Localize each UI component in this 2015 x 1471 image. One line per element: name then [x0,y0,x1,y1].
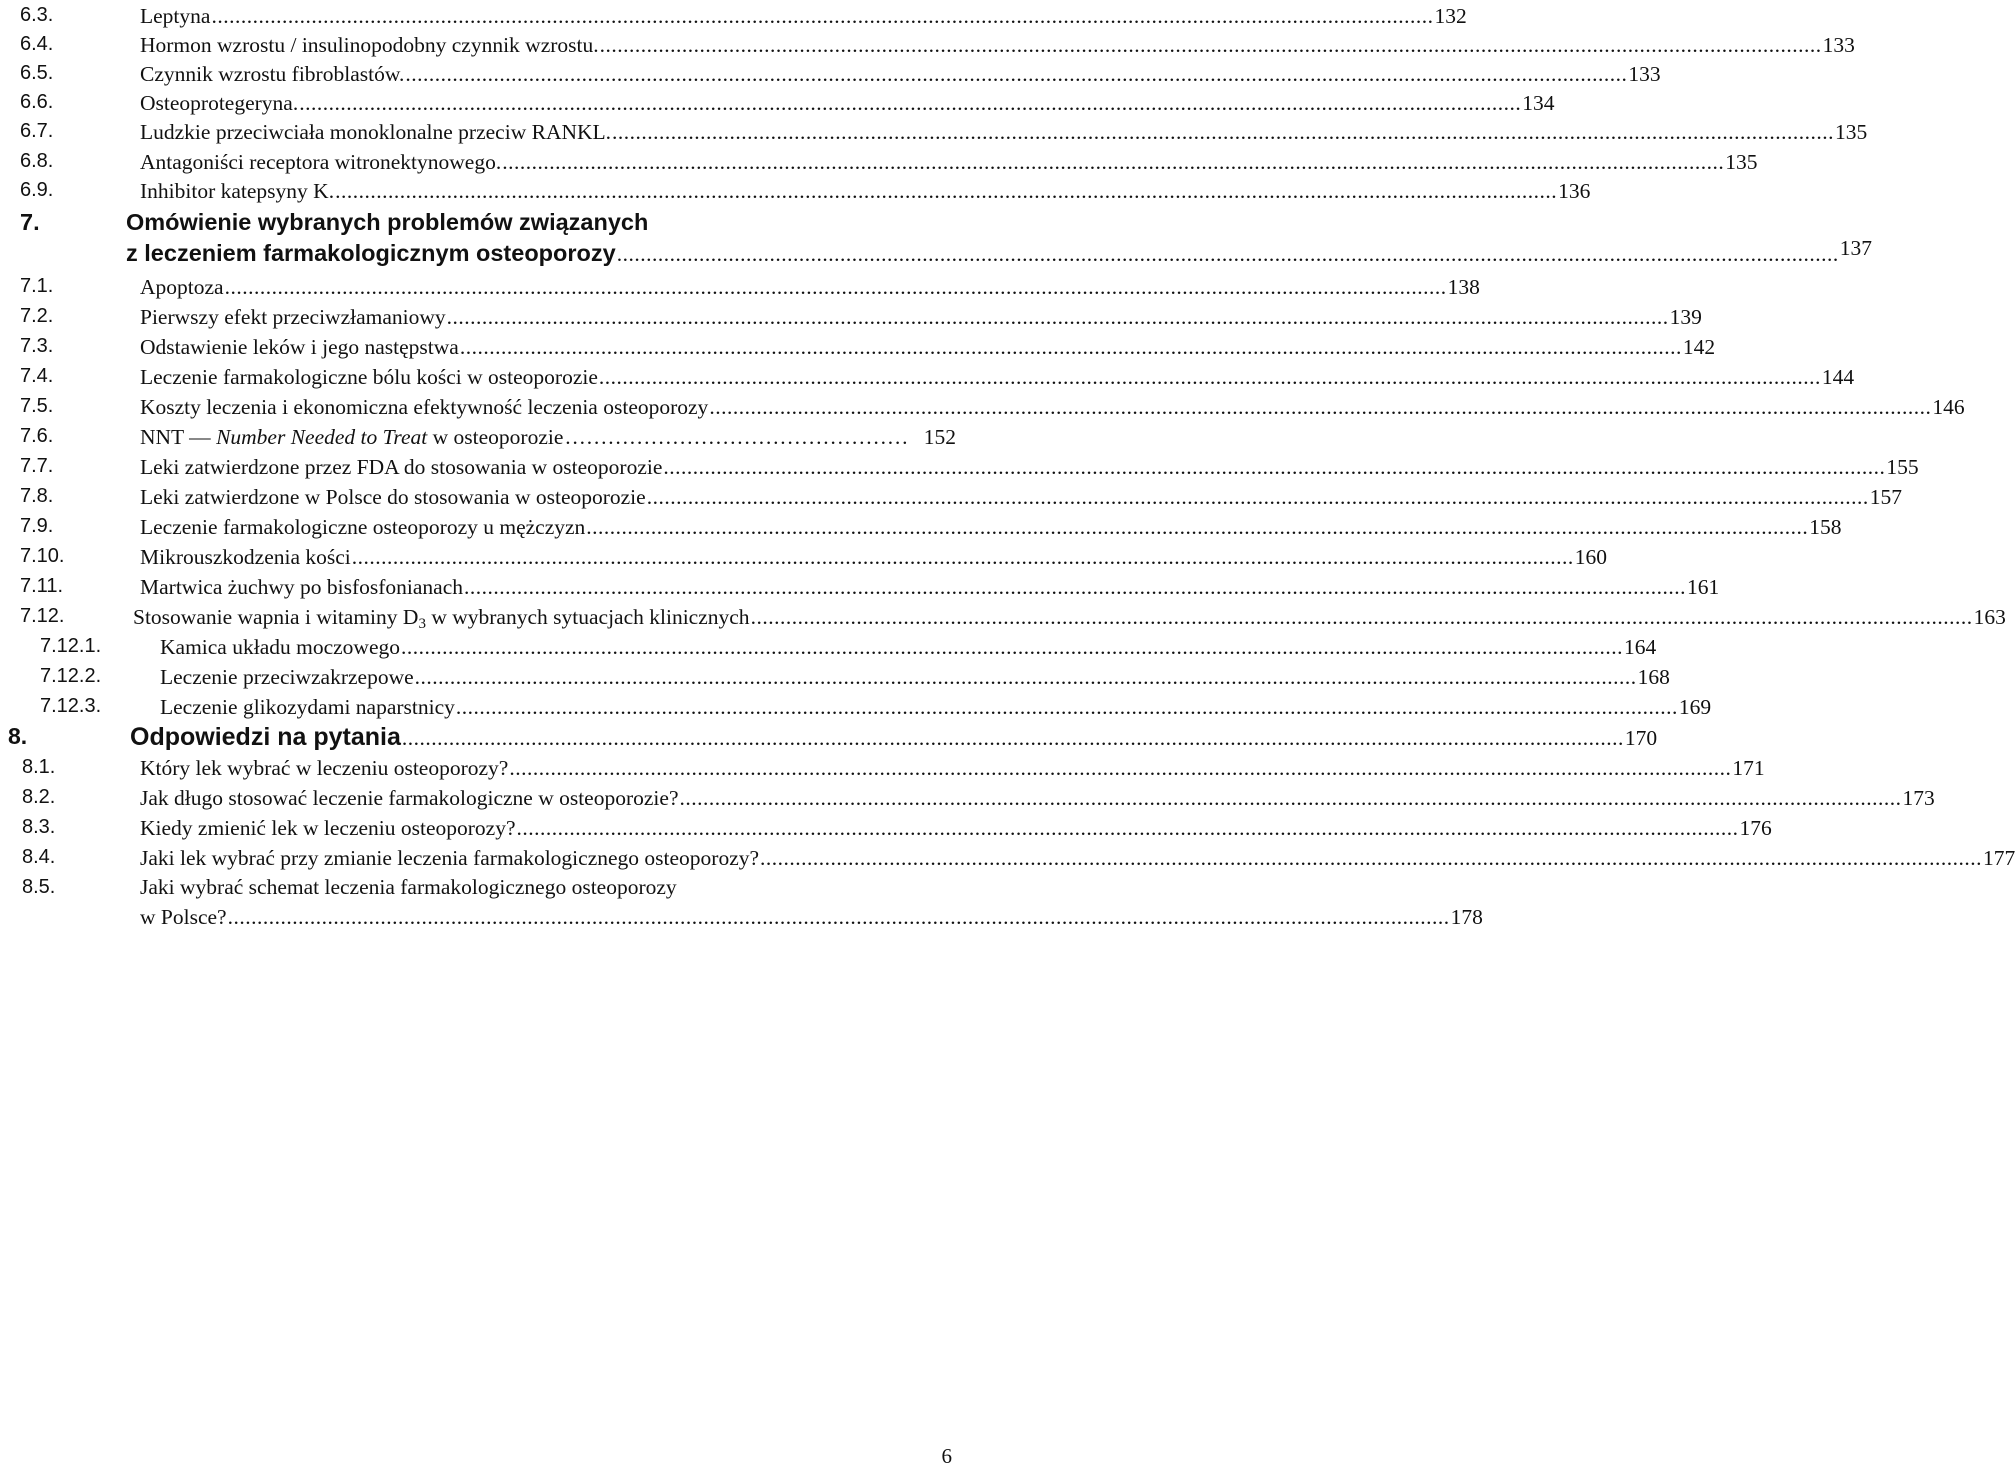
entry-page: 173 [1902,786,1935,810]
entry-number: 7. [20,209,40,235]
entry-number: 7.5. [20,395,54,417]
entry-number: 8.2. [22,786,56,808]
entry-title: Ludzkie przeciwciała monoklonalne przeciw RANKL. [140,120,612,144]
dot-leader: ................................................................................................................................................................................................................ [464,575,1686,599]
entry-title: Odpowiedzi na pytania [130,723,401,751]
entry-title: Jaki lek wybrać przy zmianie leczenia farmakologicznego osteoporozy? [140,846,760,870]
toc-entry-8-4[interactable] [22,846,2015,871]
dot-leader: ................................................................................................................................................................................................................ [405,62,1628,86]
toc-entry-7-10[interactable] [20,545,1608,570]
entry-title: Odstawienie leków i jego następstwa [140,335,459,359]
entry-title-line1: Jaki wybrać schemat leczenia farmakologicznego osteoporozy [140,875,677,899]
toc-entry-7-6[interactable] [20,425,956,450]
toc-entry-7-12-2[interactable] [40,665,1670,690]
entry-title: Leki zatwierdzone w Polsce do stosowania w osteoporozie [140,485,646,509]
entry-title: Jak długo stosować leczenie farmakologiczne w osteoporozie? [140,786,679,810]
dot-leader: ................................................................................................................................................................................................................ [401,726,1624,750]
entry-number: 7.11. [20,575,63,597]
entry-number: 7.9. [20,515,54,537]
toc-entry-7-12-1[interactable] [40,635,1657,660]
toc-entry-6-7[interactable] [20,120,1868,145]
entry-number: 7.8. [20,485,54,507]
entry-number: 8.5. [22,876,56,898]
toc-entry-7-4[interactable] [20,365,1855,390]
toc-entry-6-4[interactable] [20,33,1855,58]
entry-number: 8.4. [22,846,56,868]
entry-page: 155 [1886,455,1919,479]
entry-page: 144 [1821,365,1855,389]
toc-entry-6-9[interactable] [20,179,1591,204]
entry-page: 160 [1574,545,1608,569]
entry-title: Leptyna [140,4,211,28]
toc-entry-7-8[interactable] [20,485,1902,510]
entry-title-subscript: 3 [418,615,426,632]
entry-page: 169 [1678,695,1712,719]
entry-number: 6.7. [20,120,54,142]
entry-page: 134 [1522,91,1555,115]
page-number: 6 [941,1444,952,1468]
entry-title [133,605,750,633]
dot-leader: ................................................................................................................................................................................................................ [401,635,1623,659]
entry-title: Czynnik wzrostu fibroblastów. [140,62,405,86]
entry-title-post: w wybranych sytuacjach klinicznych [425,605,750,629]
entry-number: 7.4. [20,365,54,387]
dot-leader: ................................................................................................................................................................................................................ [598,365,1821,389]
dot-leader: ................................................................................................................................................................................................................ [459,335,1682,359]
toc-entry-8-2[interactable] [22,786,1935,811]
dot-leader: ................................................................................................................................................................................................................ [679,786,1902,810]
entry-title-plain: NNT — [140,425,217,449]
toc-entry-6-8[interactable] [20,150,1758,175]
entry-page: 135 [1725,150,1758,174]
entry-number: 7.12.2. [40,665,102,687]
entry-page: 136 [1558,179,1591,203]
entry-page: 176 [1739,816,1772,840]
entry-title: Osteoprotegeryna. [140,91,299,115]
dot-leader: ................................................................................................................................................................................................................ [616,242,1839,266]
entry-number: 8.3. [22,816,56,838]
entry-title-line2: z leczeniem farmakologicznym osteoporozy [126,240,616,266]
dot-leader: ................................................................................................................................................................................................................ [446,305,1669,329]
entry-title: Mikrouszkodzenia kości [140,545,351,569]
entry-page: 137 [1839,236,1872,260]
dot-leader: ................................................................................................................................................................................................................ [414,665,1637,689]
entry-number: 6.8. [20,150,54,172]
entry-number: 6.4. [20,33,54,55]
dot-leader: ................................................................................................................................................................................................................ [586,515,1809,539]
entry-title: Który lek wybrać w leczeniu osteoporozy? [140,756,509,780]
dot-leader: ................................................................................................................................................................................................................ [299,91,1522,115]
entry-page: 139 [1669,305,1702,329]
entry-title: Leczenie glikozydami naparstnicy [160,695,455,719]
entry-title-tail: w osteoporozie [427,425,564,449]
entry-number: 7.10. [20,545,65,567]
entry-title: Kamica układu moczowego [160,635,400,659]
entry-number: 7.12. [20,605,65,627]
entry-title-line1: Omówienie wybranych problemów związanych [126,209,649,235]
entry-page: 170 [1624,726,1658,750]
entry-title-pre: Stosowanie wapnia i witaminy D [133,605,419,629]
toc-entry-8-1[interactable] [22,756,1765,781]
entry-title: Kiedy zmienić lek w leczeniu osteoporozy? [140,816,516,840]
entry-title: Koszty leczenia i ekonomiczna efektywność leczenia osteoporozy [140,395,709,419]
entry-title: Leczenie farmakologiczne bólu kości w osteoporozie [140,365,598,389]
entry-number: 7.2. [20,305,54,327]
entry-number: 6.3. [20,4,54,26]
entry-title-italic: Number Needed to Treat [216,425,428,449]
entry-title: Martwica żuchwy po bisfosfonianach [140,575,463,599]
dot-leader: ................................................................................................................................................................................................................ [709,395,1932,419]
toc-entry-6-6[interactable] [20,91,1555,116]
entry-page: 163 [1973,605,2006,629]
dot-leader: ................................................................................................................................................................................................................ [502,150,1725,174]
toc-entry-7-3[interactable] [20,335,1716,360]
toc-entry-7-7[interactable] [20,455,1919,480]
dot-leader: ................................................................................................................................................................................................................ [612,120,1835,144]
entry-page: 152 [923,425,956,449]
entry-title: Apoptoza [140,275,224,299]
entry-number: 8.1. [22,756,56,778]
dot-leader: ................................................................................................................................................................................................................ [516,816,1739,840]
dot-leader: ................................................................................................................................................................................................................ [750,605,1973,629]
entry-page: 132 [1434,4,1467,28]
dot-leader: ................................................................................................................................................................................................................ [227,905,1450,929]
dot-leader: ................................................................................................................................................................................................................ [646,485,1869,509]
dot-leader: ................................................................................................................................................................................................................ [760,846,1983,870]
entry-page: 164 [1624,635,1657,659]
entry-page: 146 [1932,395,1965,419]
dot-leader: ................................................................................................................................................................................................................ [224,275,1447,299]
entry-title: Pierwszy efekt przeciwzłamaniowy [140,305,446,329]
entry-title: Inhibitor katepsyny K. [140,179,335,203]
toc-entry-7-5[interactable] [20,395,1965,420]
entry-page: 133 [1822,33,1855,57]
dot-leader: ................................................................................................................................................................................................................ [335,179,1558,203]
dot-leader: ................................................................................................................................................................................................................ [599,33,1822,57]
toc-entry-8-3[interactable] [22,816,1772,841]
entry-page: 133 [1628,62,1661,86]
toc-entry-8[interactable] [8,723,1658,752]
entry-number: 7.3. [20,335,54,357]
entry-title: Leczenie farmakologiczne osteoporozy u mężczyzn [140,515,586,539]
entry-page: 178 [1450,905,1483,929]
toc-entry-7-12-3[interactable] [40,695,1712,720]
dot-leader: ................................................................................................................................................................................................................ [663,455,1886,479]
entry-page: 168 [1637,665,1670,689]
entry-number: 6.9. [20,179,54,201]
toc-entry-7-9[interactable] [20,515,1842,540]
entry-page: 177 [1983,846,2015,870]
entry-title [140,425,563,450]
entry-number: 6.5. [20,62,54,84]
entry-page: 157 [1869,485,1902,509]
dot-leader: ................................................................................................................................................................................................................ [455,695,1678,719]
toc-entry-6-5[interactable] [20,62,1661,87]
entry-page: 161 [1687,575,1720,599]
dot-leader: ................................................................................................................................................................................................................ [211,4,1434,28]
entry-number: 7.7. [20,455,54,477]
entry-page: 158 [1809,515,1842,539]
dot-leader: ………………………………………… [564,425,909,449]
entry-number: 7.12.3. [40,695,102,717]
entry-page: 135 [1835,120,1868,144]
entry-title: Antagoniści receptora witronektynowego. [140,150,502,174]
toc-entry-6-3[interactable] [20,4,1467,29]
dot-leader: ................................................................................................................................................................................................................ [351,545,1574,569]
entry-number: 7.1. [20,275,54,297]
toc-entry-7-2[interactable] [20,305,1702,330]
toc-entry-7-12[interactable] [20,605,2006,633]
entry-title: Leczenie przeciwzakrzepowe [160,665,414,689]
entry-page: 171 [1732,756,1765,780]
entry-title: Leki zatwierdzone przez FDA do stosowania w osteoporozie [140,455,663,479]
entry-number: 6.6. [20,91,54,113]
entry-title-line2: w Polsce? [140,905,227,929]
entry-page: 142 [1682,335,1716,359]
entry-title: Hormon wzrostu / insulinopodobny czynnik wzrostu. [140,33,599,57]
toc-entry-7-1[interactable] [20,275,1480,300]
dot-leader: ................................................................................................................................................................................................................ [509,756,1732,780]
entry-number: 8. [8,723,28,749]
toc-entry-7-11[interactable] [20,575,1720,600]
entry-page: 138 [1447,275,1480,299]
entry-number: 7.6. [20,425,54,447]
entry-number: 7.12.1. [40,635,102,657]
